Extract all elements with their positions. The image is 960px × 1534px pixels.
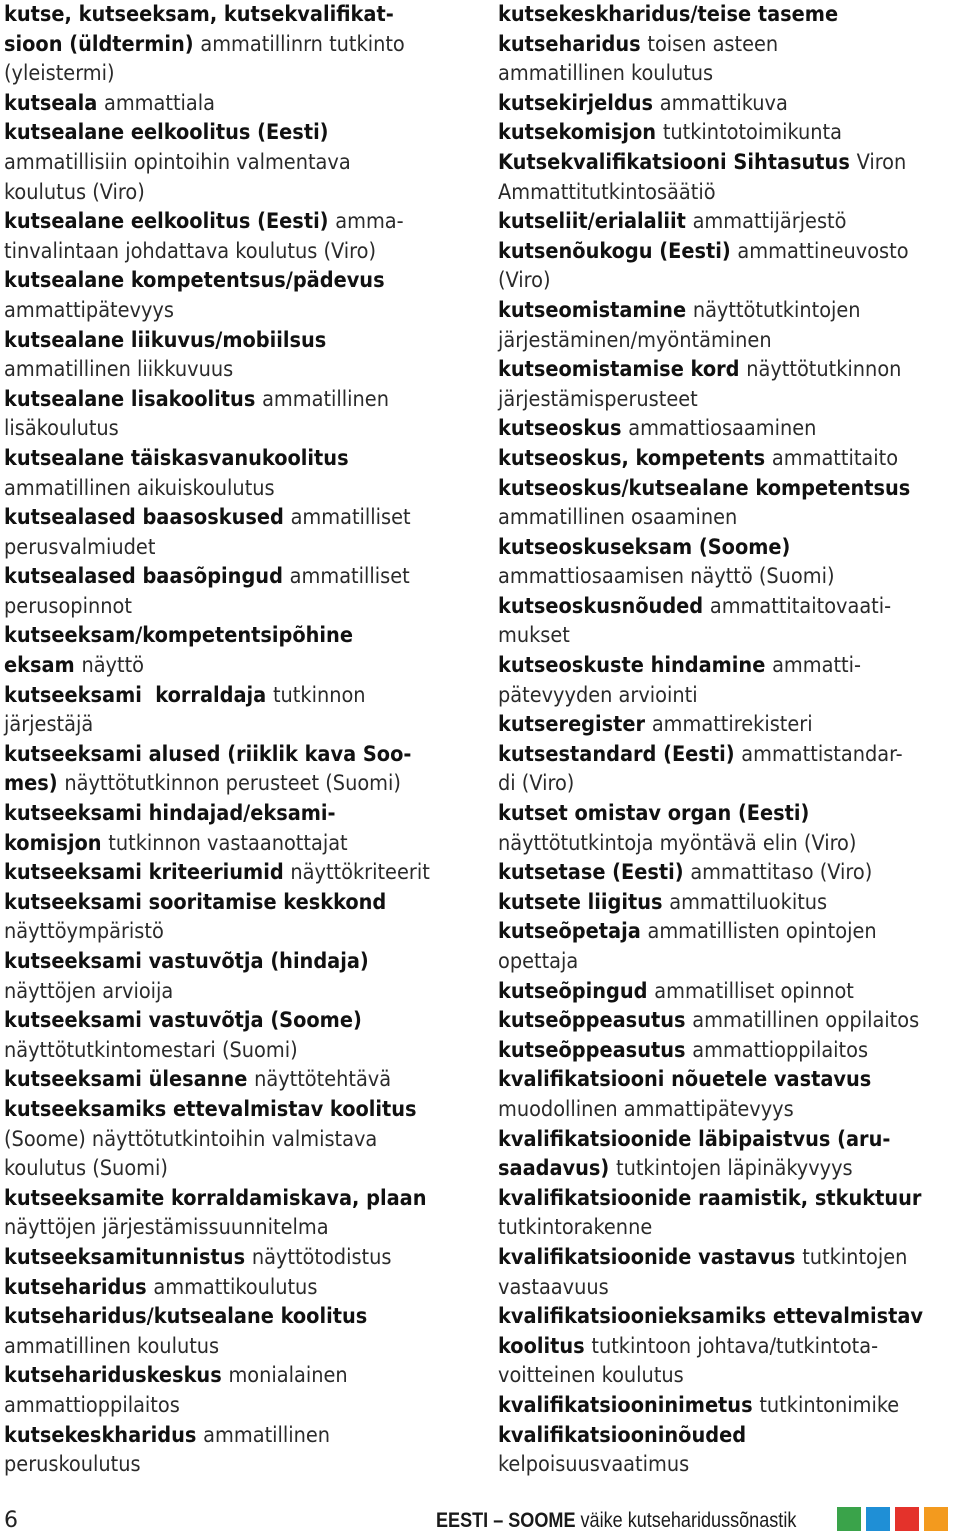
estonian-term: kutseoskuste hindamine — [498, 653, 773, 679]
glossary-line — [498, 829, 956, 859]
finnish-translation: ammattiosaamisen näyttö (Suomi) — [498, 564, 835, 590]
orange-square-icon — [924, 1507, 948, 1531]
glossary-line — [498, 89, 956, 119]
estonian-term: kutseoskuseksam (Soome) — [498, 534, 791, 560]
glossary-line — [498, 621, 956, 651]
page-footer — [0, 1506, 960, 1534]
estonian-term: kutseregister — [498, 712, 652, 738]
glossary-line — [4, 89, 474, 119]
glossary-line — [498, 740, 956, 770]
finnish-translation: ammattineuvosto — [737, 238, 909, 264]
estonian-term: kutsete liigitus — [498, 889, 670, 915]
glossary-line — [498, 148, 956, 178]
finnish-translation: toisen asteen — [647, 31, 779, 57]
estonian-term: kutseeksami vastuvõtja (Soome) — [4, 1008, 362, 1034]
glossary-line — [498, 1302, 956, 1332]
estonian-term: kutseeksami korraldaja — [4, 682, 273, 708]
estonian-term: kutseoskusnõuded — [498, 593, 710, 619]
glossary-line — [498, 178, 956, 208]
glossary-line — [4, 355, 474, 385]
finnish-translation: ammattistandar- — [741, 741, 903, 767]
glossary-line — [498, 888, 956, 918]
estonian-term: kutseharidus/kutsealane koolitus — [4, 1304, 368, 1330]
finnish-translation: tutkinnon vastaanottajat — [108, 830, 348, 856]
estonian-term: kutsealane liikuvus/mobiilsus — [4, 327, 327, 353]
glossary-line — [4, 30, 474, 60]
glossary-line — [498, 1391, 956, 1421]
finnish-translation: ammatillisten opintojen — [647, 919, 877, 945]
estonian-term: kutseeksamite korraldamiskava, plaan — [4, 1185, 427, 1211]
glossary-line — [4, 385, 474, 415]
finnish-translation: näyttötutkintojen — [692, 297, 861, 323]
estonian-term: komisjon — [4, 830, 109, 856]
finnish-translation: ammatilliset — [290, 505, 411, 531]
glossary-line — [4, 0, 474, 30]
finnish-translation: ammattikoulutus — [153, 1274, 318, 1300]
finnish-translation: näyttö — [81, 653, 144, 679]
finnish-translation: ammatillinrn tutkinto — [200, 31, 405, 57]
finnish-translation: ammatillinen — [203, 1422, 331, 1448]
finnish-translation: järjestäminen/myöntäminen — [498, 327, 772, 353]
finnish-translation: Viron — [856, 149, 907, 175]
glossary-line — [498, 355, 956, 385]
estonian-term: kutsekeskharidus/teise taseme — [498, 2, 839, 27]
glossary-line — [4, 769, 474, 799]
finnish-translation: näyttötodistus — [251, 1244, 392, 1270]
finnish-translation: näyttötutkintoja myöntävä elin (Viro) — [498, 830, 857, 856]
publication-title — [436, 1509, 796, 1533]
finnish-translation: näyttöympäristö — [4, 919, 164, 945]
glossary-line — [498, 592, 956, 622]
estonian-term: kutseomistamine — [498, 297, 693, 323]
estonian-term: kutseomistamise kord — [498, 357, 747, 383]
red-square-icon — [895, 1507, 919, 1531]
glossary-line — [4, 592, 474, 622]
glossary-line — [498, 947, 956, 977]
finnish-translation: näyttöjen arvioija — [4, 978, 174, 1004]
finnish-translation: perusvalmiudet — [4, 534, 156, 560]
estonian-term: kutseeksami ülesanne — [4, 1067, 255, 1093]
glossary-line — [498, 1243, 956, 1273]
finnish-translation: ammattitaito — [771, 445, 899, 471]
glossary-line — [498, 1421, 956, 1451]
glossary-line — [4, 148, 474, 178]
finnish-translation: tutkinnon — [272, 682, 366, 708]
estonian-term: kvalifikatsiooni nõuetele vastavus — [498, 1067, 872, 1093]
green-square-icon — [837, 1507, 861, 1531]
page-number: 6 — [4, 1508, 18, 1533]
glossary-line — [498, 1213, 956, 1243]
estonian-term: kutse, kutseeksam, kutsekvalifikat- — [4, 2, 394, 27]
glossary-line — [4, 1125, 474, 1155]
glossary-line — [498, 681, 956, 711]
estonian-term: kutsealased baasoskused — [4, 505, 291, 531]
glossary-line — [498, 237, 956, 267]
finnish-translation: tutkintorakenne — [498, 1215, 653, 1241]
estonian-term: kutseoskus — [498, 416, 629, 442]
finnish-translation: kelpoisuusvaatimus — [498, 1452, 690, 1478]
glossary-line — [4, 444, 474, 474]
finnish-translation: ammattikuva — [659, 90, 788, 116]
glossary-line — [4, 296, 474, 326]
estonian-term: kutseeksamitunnistus — [4, 1244, 252, 1270]
estonian-term: kutseeksami vastuvõtja (hindaja) — [4, 949, 369, 974]
glossary-line — [4, 474, 474, 504]
glossary-line — [498, 1095, 956, 1125]
finnish-translation: ammattiluokitus — [669, 889, 828, 915]
blue-square-icon — [866, 1507, 890, 1531]
finnish-translation: näyttötutkinnon — [746, 357, 902, 383]
finnish-translation: peruskoulutus — [4, 1452, 141, 1478]
estonian-term: Kutsekvalifikatsiooni Sihtasutus — [498, 149, 857, 175]
estonian-term: kutsetase (Eesti) — [498, 860, 691, 886]
glossary-line — [498, 30, 956, 60]
glossary-line — [498, 1006, 956, 1036]
finnish-translation: (Viro) — [498, 268, 551, 294]
glossary-line — [498, 266, 956, 296]
glossary-line — [498, 414, 956, 444]
finnish-translation: ammatillinen aikuiskoulutus — [4, 475, 275, 501]
estonian-term: kutseeksam/kompetentsipõhine — [4, 623, 353, 649]
glossary-line — [4, 799, 474, 829]
finnish-translation: tutkintoon johtava/tutkintota- — [591, 1333, 879, 1359]
glossary-line — [498, 0, 956, 30]
estonian-term: kutsealased baasõpingud — [4, 564, 290, 590]
finnish-translation: järjestäjä — [4, 712, 94, 738]
glossary-line — [4, 681, 474, 711]
finnish-translation: mukset — [498, 623, 570, 649]
glossary-line — [4, 740, 474, 770]
finnish-translation: ammattiala — [103, 90, 215, 116]
finnish-translation: näyttöjen järjestämissuunnitelma — [4, 1215, 329, 1241]
publication-title-languages: EESTI – SOOME — [436, 1509, 576, 1532]
finnish-translation: tinvalintaan johdattava koulutus (Viro) — [4, 238, 377, 264]
finnish-translation: näyttötutkintomestari (Suomi) — [4, 1037, 298, 1063]
glossary-line — [4, 414, 474, 444]
glossary-line — [4, 118, 474, 148]
glossary-line — [4, 1391, 474, 1421]
glossary-line — [4, 947, 474, 977]
glossary-line — [4, 621, 474, 651]
publication-title-name: väike kutseharidussõnastik — [575, 1509, 797, 1532]
finnish-translation: ammatillinen osaaminen — [498, 505, 738, 531]
estonian-term: kutsekirjeldus — [498, 90, 660, 116]
glossary-line — [4, 326, 474, 356]
glossary-line — [4, 237, 474, 267]
estonian-term: kutset omistav organ (Eesti) — [498, 801, 810, 827]
estonian-term: kutseoskus/kutsealane kompetentsus — [498, 475, 911, 501]
finnish-translation: ammattijärjestö — [692, 209, 847, 235]
glossary-line — [4, 1361, 474, 1391]
finnish-translation: Ammattitutkintosäätiö — [498, 179, 716, 205]
estonian-term: kutsealane lisakoolitus — [4, 386, 263, 412]
glossary-line — [4, 1302, 474, 1332]
glossary-line — [4, 1006, 474, 1036]
glossary-line — [498, 326, 956, 356]
glossary-line — [498, 1273, 956, 1303]
glossary-line — [498, 1361, 956, 1391]
glossary-line — [498, 503, 956, 533]
glossary-line — [498, 296, 956, 326]
finnish-translation: ammatti- — [772, 653, 861, 679]
estonian-term: kvalifikatsioonide raamistik, stkuktuur — [498, 1185, 922, 1211]
finnish-translation: ammatillinen oppilaitos — [692, 1008, 920, 1034]
finnish-translation: tutkintojen — [802, 1244, 908, 1270]
glossary-line — [4, 533, 474, 563]
estonian-term: kvalifikatsiooninõuded — [498, 1422, 747, 1448]
glossary-line — [498, 1036, 956, 1066]
estonian-term: kvalifikatsiooninimetus — [498, 1392, 760, 1418]
left-glossary-column — [4, 0, 474, 1480]
glossary-line — [498, 444, 956, 474]
estonian-term: kutseõppeasutus — [498, 1008, 693, 1034]
finnish-translation: koulutus (Viro) — [4, 179, 145, 205]
finnish-translation: ammattitaso (Viro) — [690, 860, 873, 886]
finnish-translation: näyttötehtävä — [254, 1067, 392, 1093]
finnish-translation: lisäkoulutus — [4, 416, 119, 442]
finnish-translation: ammattipätevyys — [4, 297, 174, 323]
estonian-term: kutseeksamiks ettevalmistav koolitus — [4, 1096, 417, 1122]
finnish-translation: tutkintojen läpinäkyvyys — [615, 1156, 853, 1182]
logo-squares — [837, 1507, 948, 1531]
glossary-line — [498, 1065, 956, 1095]
finnish-translation: ammattioppilaitos — [4, 1392, 180, 1418]
estonian-term: kutseharidus — [498, 31, 648, 57]
estonian-term: kutseeksami kriteeriumid — [4, 860, 291, 886]
glossary-line — [498, 769, 956, 799]
glossary-line — [4, 710, 474, 740]
glossary-line — [498, 1184, 956, 1214]
glossary-line — [4, 207, 474, 237]
estonian-term: kutsenõukogu (Eesti) — [498, 238, 738, 264]
glossary-line — [4, 1243, 474, 1273]
finnish-translation: koulutus (Suomi) — [4, 1156, 168, 1182]
glossary-line — [498, 799, 956, 829]
estonian-term: kutseala — [4, 90, 104, 116]
finnish-translation: ammatillisiin opintoihin valmentava — [4, 149, 351, 175]
finnish-translation: voitteinen koulutus — [498, 1363, 684, 1389]
estonian-term: kutsekeskharidus — [4, 1422, 204, 1448]
finnish-translation: ammatillinen — [262, 386, 389, 412]
finnish-translation: (Soome) näyttötutkintoihin valmistava — [4, 1126, 378, 1152]
estonian-term: mes) — [4, 771, 65, 797]
estonian-term: koolitus — [498, 1333, 592, 1359]
finnish-translation: ammatilliset opinnot — [654, 978, 854, 1004]
finnish-translation: vastaavuus — [498, 1274, 609, 1300]
glossary-line — [4, 888, 474, 918]
finnish-translation: tutkintonimike — [759, 1392, 900, 1418]
estonian-term: eksam — [4, 653, 82, 679]
finnish-translation: opettaja — [498, 949, 579, 974]
glossary-line — [4, 562, 474, 592]
glossary-line — [498, 562, 956, 592]
finnish-translation: ammatillinen koulutus — [498, 61, 714, 87]
estonian-term: kutseoskus, kompetents — [498, 445, 772, 471]
finnish-translation: ammattitaitovaati- — [709, 593, 892, 619]
estonian-term: kutseeksami hindajad/eksami- — [4, 801, 336, 827]
glossary-line — [4, 59, 474, 89]
estonian-term: kutsealane eelkoolitus (Eesti) — [4, 209, 336, 235]
estonian-term: kvalifikatsioonide vastavus — [498, 1244, 803, 1270]
glossary-line — [4, 1332, 474, 1362]
finnish-translation: ammattiosaaminen — [628, 416, 817, 442]
glossary-line — [4, 266, 474, 296]
glossary-line — [4, 503, 474, 533]
glossary-line — [498, 858, 956, 888]
glossary-line — [4, 858, 474, 888]
glossary-line — [4, 1154, 474, 1184]
glossary-line — [4, 1095, 474, 1125]
estonian-term: kutseõpetaja — [498, 919, 648, 945]
glossary-line — [4, 651, 474, 681]
estonian-term: kutsealane eelkoolitus (Eesti) — [4, 120, 329, 146]
finnish-translation: näyttökriteerit — [290, 860, 430, 886]
finnish-translation: perusopinnot — [4, 593, 132, 619]
finnish-translation: monialainen — [228, 1363, 348, 1389]
estonian-term: kutseharidus — [4, 1274, 154, 1300]
glossary-line — [498, 118, 956, 148]
glossary-line — [4, 1213, 474, 1243]
glossary-line — [4, 829, 474, 859]
estonian-term: kutsehariduskeskus — [4, 1363, 229, 1389]
glossary-line — [498, 207, 956, 237]
glossary-line — [4, 917, 474, 947]
glossary-line — [4, 1065, 474, 1095]
glossary-line — [498, 474, 956, 504]
finnish-translation: pätevyyden arviointi — [498, 682, 698, 708]
glossary-line — [4, 1273, 474, 1303]
estonian-term: kutsestandard (Eesti) — [498, 741, 742, 767]
estonian-term: kutseliit/erialaliit — [498, 209, 693, 235]
estonian-term: kutseeksami sooritamise keskkond — [4, 889, 387, 915]
glossary-line — [498, 977, 956, 1007]
finnish-translation: järjestämisperusteet — [498, 386, 698, 412]
finnish-translation: ammattirekisteri — [651, 712, 813, 738]
glossary-line — [498, 710, 956, 740]
estonian-term: kutseõppeasutus — [498, 1037, 693, 1063]
finnish-translation: ammatillinen liikkuvuus — [4, 357, 234, 383]
glossary-line — [498, 1154, 956, 1184]
finnish-translation: (yleistermi) — [4, 61, 115, 87]
finnish-translation: ammatilliset — [289, 564, 410, 590]
estonian-term: sioon (üldtermin) — [4, 31, 201, 57]
glossary-line — [4, 1184, 474, 1214]
glossary-line — [4, 977, 474, 1007]
glossary-line — [4, 1036, 474, 1066]
finnish-translation: näyttötutkinnon perusteet (Suomi) — [64, 771, 401, 797]
glossary-line — [498, 1332, 956, 1362]
estonian-term: kutseeksami alused (riiklik kava Soo- — [4, 741, 412, 767]
finnish-translation: di (Viro) — [498, 771, 575, 797]
estonian-term: kutsealane täiskasvanukoolitus — [4, 445, 349, 471]
finnish-translation: ammattioppilaitos — [692, 1037, 869, 1063]
finnish-translation: muodollinen ammattipätevyys — [498, 1096, 794, 1122]
finnish-translation: amma- — [335, 209, 404, 235]
glossary-line — [498, 59, 956, 89]
glossary-line — [498, 917, 956, 947]
right-glossary-column — [498, 0, 956, 1480]
finnish-translation: tutkintotoimikunta — [662, 120, 842, 146]
estonian-term: saadavus) — [498, 1156, 616, 1182]
glossary-line — [4, 1421, 474, 1451]
estonian-term: kvalifikatsioonieksamiks ettevalmistav — [498, 1304, 924, 1330]
finnish-translation: ammatillinen koulutus — [4, 1333, 220, 1359]
estonian-term: kutseõpingud — [498, 978, 655, 1004]
glossary-line — [498, 1450, 956, 1480]
glossary-line — [4, 178, 474, 208]
glossary-line — [498, 1125, 956, 1155]
glossary-line — [4, 1450, 474, 1480]
estonian-term: kutsealane kompetentsus/pädevus — [4, 268, 385, 294]
estonian-term: kutsekomisjon — [498, 120, 663, 146]
glossary-line — [498, 651, 956, 681]
estonian-term: kvalifikatsioonide läbipaistvus (aru- — [498, 1126, 891, 1152]
glossary-line — [498, 385, 956, 415]
glossary-line — [498, 533, 956, 563]
